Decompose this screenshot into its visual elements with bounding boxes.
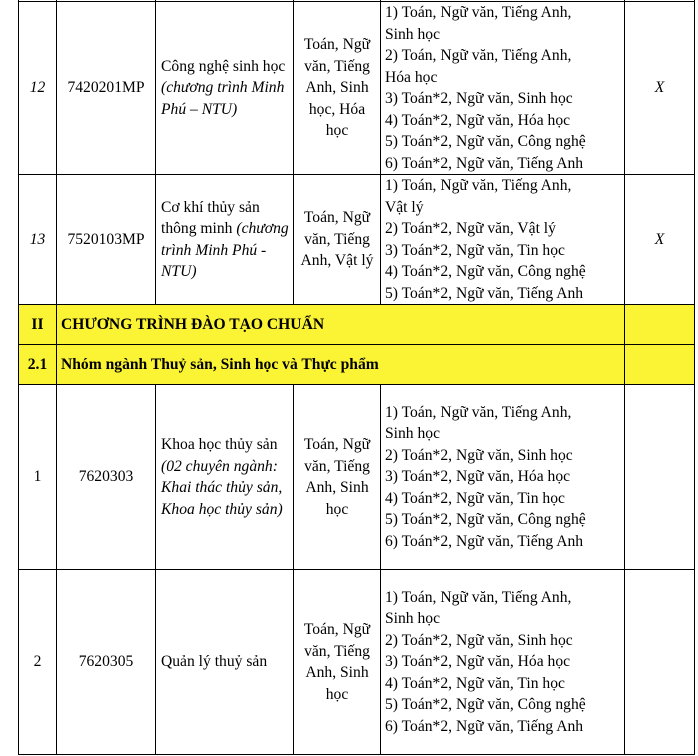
combination-line: 1) Toán, Ngữ văn, Tiếng Anh, — [385, 588, 572, 606]
subject-combinations — [381, 175, 625, 305]
mark-cell: X — [625, 2, 695, 175]
program-note: (02 chuyên ngành: Khai thác thủy sản, Khoa học thủy sản) — [161, 457, 283, 518]
combination-line: Sinh học — [385, 25, 441, 43]
combination-line: 5) Toán*2, Ngữ văn, Công nghệ — [385, 133, 586, 150]
combination-line: 4) Toán*2, Ngữ văn, Tin học — [385, 674, 565, 692]
mark-cell: X — [625, 175, 695, 305]
row-number: 13 — [19, 175, 57, 305]
subsection-number: 2.1 — [19, 345, 57, 385]
combination-line: 6) Toán*2, Ngữ văn, Tiếng Anh — [385, 532, 584, 550]
program-name-cell — [156, 385, 294, 570]
combination-line: 1) Toán, Ngữ văn, Tiếng Anh, — [385, 4, 572, 21]
program-code: 7620305 — [57, 570, 156, 755]
program-name-cell — [156, 570, 294, 755]
combination-line: 4) Toán*2, Ngữ văn, Hóa học — [385, 111, 571, 129]
combination-line: 6) Toán*2, Ngữ văn, Tiếng Anh — [385, 154, 584, 172]
subject-combinations — [381, 570, 625, 755]
program-code: 7620303 — [57, 385, 156, 570]
program-name: Cơ khí thủy sản thông minh — [161, 198, 260, 237]
program-name-cell — [156, 175, 294, 305]
exam-subjects: Toán, Ngữ văn, Tiếng Anh, Sinh học — [294, 570, 381, 755]
combination-line: Sinh học — [385, 425, 441, 443]
program-code: 7520103MP — [57, 175, 156, 305]
row-number: 12 — [19, 2, 57, 175]
combination-line: 4) Toán*2, Ngữ văn, Tin học — [385, 489, 565, 507]
program-code: 7420201MP — [57, 2, 156, 175]
subsection-title: Nhóm ngành Thuỷ sản, Sinh học và Thực phẩm — [57, 345, 625, 385]
combination-line: Hóa học — [385, 68, 438, 86]
table-row — [19, 385, 695, 570]
combination-line: 2) Toán, Ngữ văn, Tiếng Anh, — [385, 47, 572, 64]
combination-line: 6) Toán*2, Ngữ văn, Tiếng Anh — [385, 717, 584, 735]
program-name: Quản lý thuỷ sản — [161, 653, 268, 671]
table-row — [19, 570, 695, 755]
exam-subjects: Toán, Ngữ văn, Tiếng Anh, Sinh học, Hóa học — [294, 2, 381, 175]
program-note: (chương trình Minh Phú - NTU) — [161, 220, 289, 280]
program-name-cell — [156, 2, 294, 175]
combination-line: 1) Toán, Ngữ văn, Tiếng Anh, — [385, 177, 572, 194]
section-title: CHƯƠNG TRÌNH ĐÀO TẠO CHUẨN — [57, 305, 625, 345]
table-row — [19, 175, 695, 305]
row-number: 2 — [19, 570, 57, 755]
combination-line: 3) Toán*2, Ngữ văn, Tin học — [385, 241, 565, 259]
subject-combinations — [381, 2, 625, 175]
subject-combinations — [381, 385, 625, 570]
admission-table — [18, 0, 695, 755]
subsection-header-row — [19, 345, 695, 385]
combination-line: 2) Toán*2, Ngữ văn, Sinh học — [385, 446, 573, 464]
combination-line: 3) Toán*2, Ngữ văn, Sinh học — [385, 90, 573, 107]
table-row — [19, 2, 695, 175]
combination-line: 5) Toán*2, Ngữ văn, Công nghệ — [385, 511, 586, 529]
section-number: II — [19, 305, 57, 345]
program-name: Khoa học thủy sản — [161, 436, 278, 453]
combination-line: 2) Toán*2, Ngữ văn, Sinh học — [385, 631, 573, 649]
section-header-row — [19, 305, 695, 345]
exam-subjects: Toán, Ngữ văn, Tiếng Anh, Sinh học — [294, 385, 381, 570]
program-name: Công nghệ sinh học — [161, 57, 286, 75]
row-number: 1 — [19, 385, 57, 570]
combination-line: Vật lý — [385, 198, 424, 216]
combination-line: 2) Toán*2, Ngữ văn, Vật lý — [385, 220, 556, 237]
combination-line: 5) Toán*2, Ngữ văn, Công nghệ — [385, 696, 586, 714]
combination-line: 3) Toán*2, Ngữ văn, Hóa học — [385, 468, 571, 486]
combination-line: 3) Toán*2, Ngữ văn, Hóa học — [385, 653, 571, 671]
combination-line: Sinh học — [385, 610, 441, 628]
program-note: (chương trình Minh Phú – NTU) — [161, 79, 285, 118]
exam-subjects: Toán, Ngữ văn, Tiếng Anh, Vật lý — [294, 175, 381, 305]
mark-cell — [625, 385, 695, 570]
combination-line: 4) Toán*2, Ngữ văn, Công nghệ — [385, 263, 586, 280]
combination-line: 1) Toán, Ngữ văn, Tiếng Anh, — [385, 403, 572, 421]
mark-cell — [625, 570, 695, 755]
combination-line: 5) Toán*2, Ngữ văn, Tiếng Anh — [385, 284, 584, 302]
